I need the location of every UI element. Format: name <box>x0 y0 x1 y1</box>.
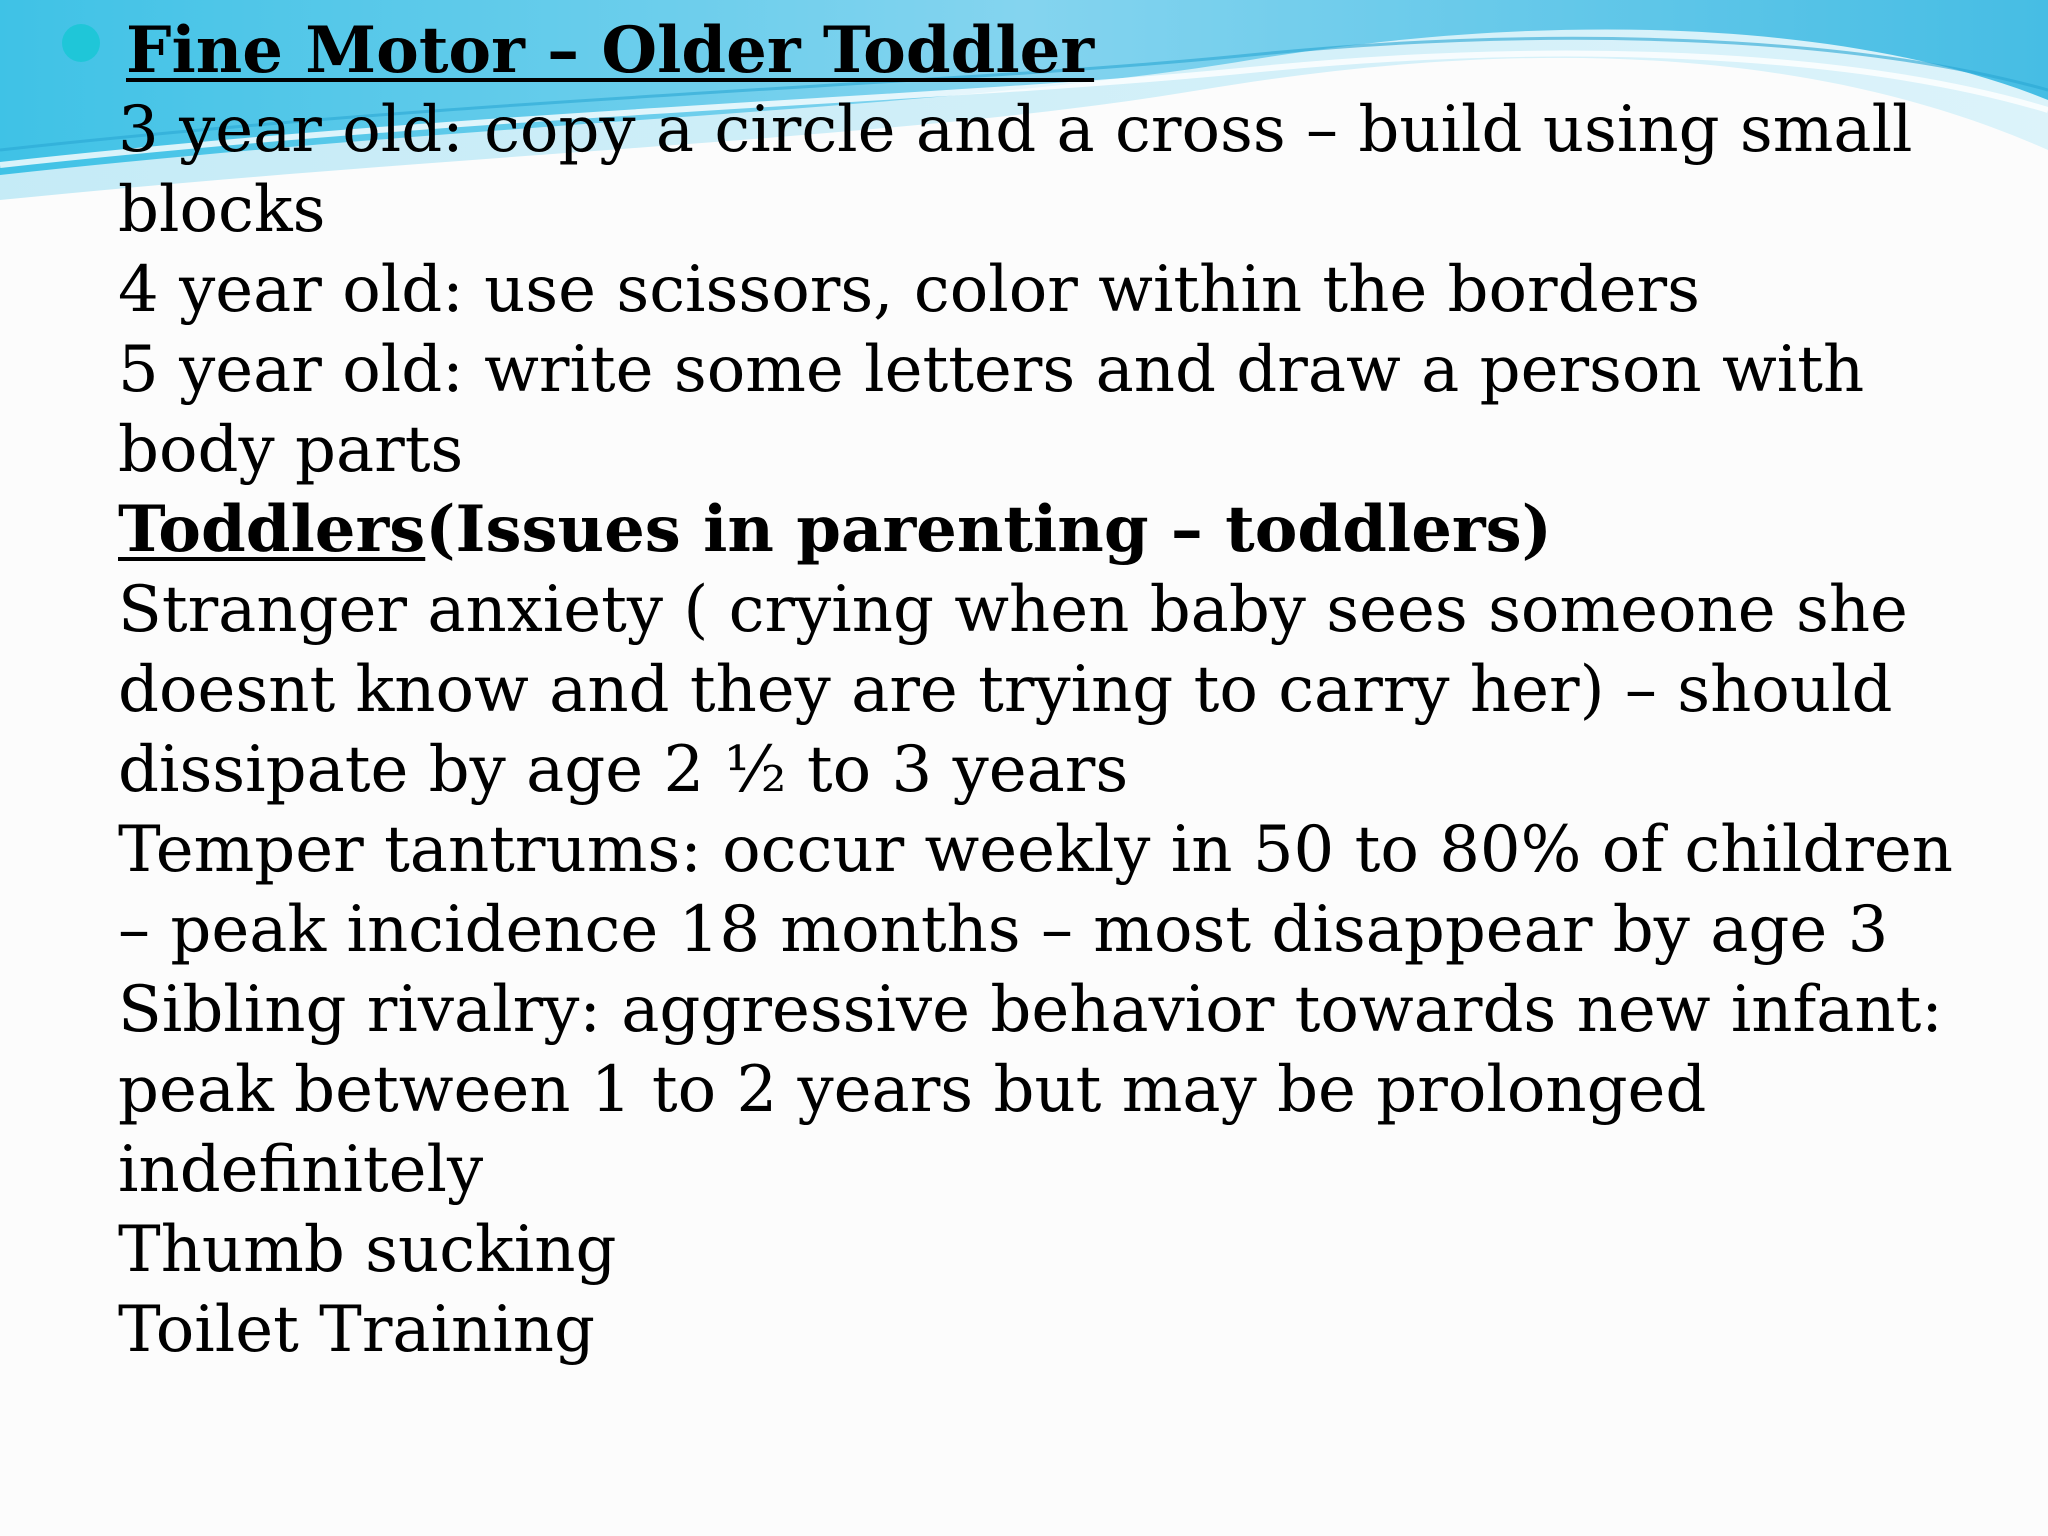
bullet-icon <box>62 24 100 62</box>
motor-line: 5 year old: write some letters and draw a person with <box>118 333 1865 407</box>
motor-line: body parts <box>118 413 464 487</box>
motor-line: blocks <box>118 173 326 247</box>
issue-line: Stranger anxiety ( crying when baby sees someone she <box>118 573 1908 647</box>
motor-line: 3 year old: copy a circle and a cross – build using small <box>118 93 1913 167</box>
issue-line: Temper tantrums: occur weekly in 50 to 80% of children <box>118 813 1953 887</box>
section-heading-rest: (Issues in parenting – toddlers) <box>425 492 1552 567</box>
issue-line: Thumb sucking <box>118 1213 617 1287</box>
issue-line: Toilet Training <box>118 1293 595 1367</box>
section-heading <box>118 490 2018 570</box>
section-heading-underlined: Toddlers <box>118 492 426 567</box>
issue-line: – peak incidence 18 months – most disappear by age 3 <box>118 893 1889 967</box>
issue-line: dissipate by age 2 ½ to 3 years <box>118 733 1129 807</box>
slide-title: Fine Motor – Older Toddler <box>126 13 1095 88</box>
issue-line: peak between 1 to 2 years but may be prolonged <box>118 1053 1707 1127</box>
issue-line: Sibling rivalry: aggressive behavior towards new infant: <box>118 973 1943 1047</box>
issue-line: doesnt know and they are trying to carry her) – should <box>118 653 1893 727</box>
slide-body <box>118 90 2018 1370</box>
issue-line: indefinitely <box>118 1133 484 1207</box>
motor-line: 4 year old: use scissors, color within the borders <box>118 253 1700 327</box>
